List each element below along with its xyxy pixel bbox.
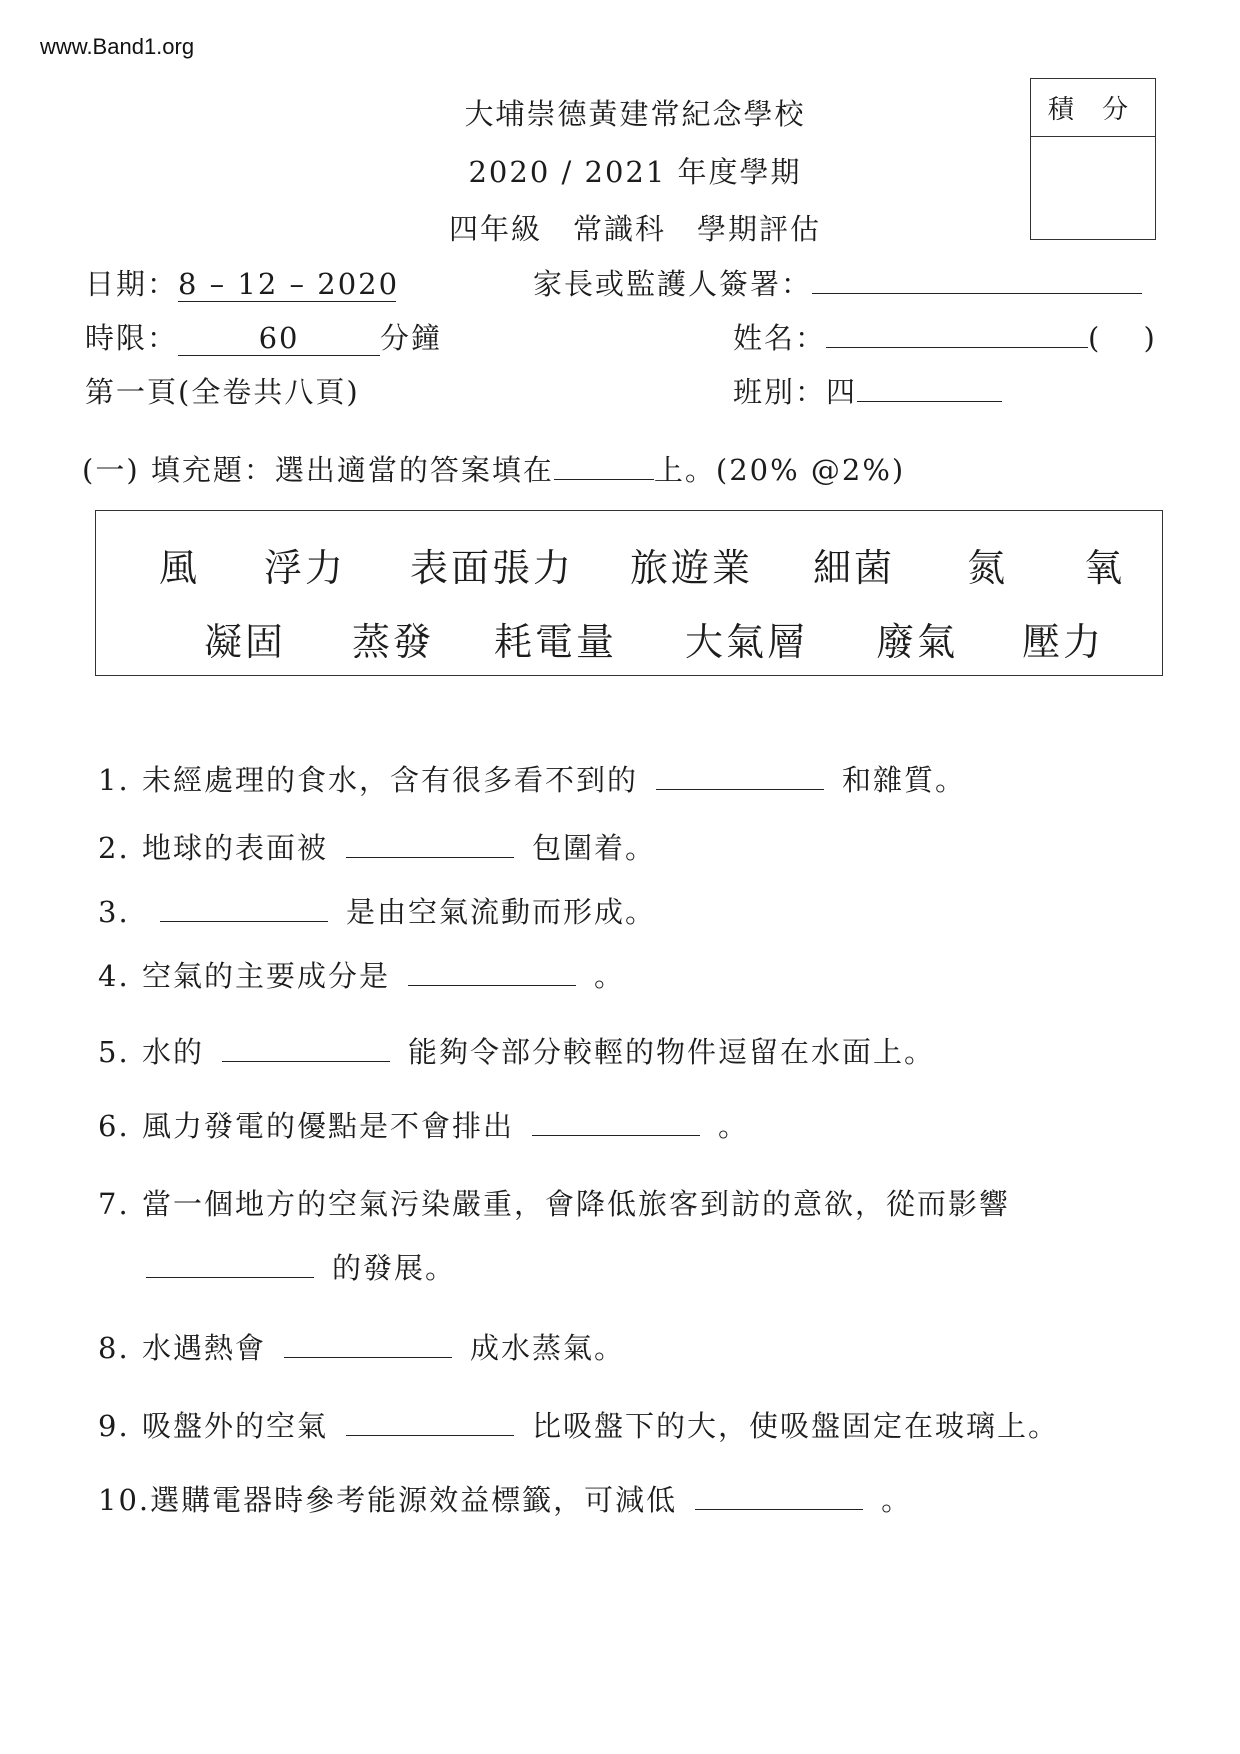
score-box — [1030, 78, 1156, 240]
question-1 — [98, 758, 966, 799]
time-label: 時限： — [85, 321, 179, 355]
question-7 — [98, 1182, 1010, 1223]
question-number: 8. — [98, 1331, 130, 1365]
question-text: 風力發電的優點是不會排出 — [142, 1109, 515, 1143]
school-name: 大埔崇德黃建常紀念學校 — [464, 97, 806, 131]
question-number: 5. — [98, 1035, 130, 1069]
question-number: 2. — [98, 831, 130, 865]
date-value: 8 – 12 – 2020 — [178, 267, 400, 301]
question-number: 4. — [98, 959, 130, 993]
section-instruction — [82, 448, 905, 489]
question-text: 包圍着。 — [532, 831, 657, 865]
time-unit: 分鐘 — [380, 321, 443, 355]
answer-blank[interactable] — [146, 1251, 314, 1278]
question-text: 。 — [594, 959, 626, 993]
signature-row — [533, 262, 1142, 303]
instruction-blank — [554, 453, 654, 480]
question-text: 能夠令部分較輕的物件逗留在水面上。 — [408, 1035, 936, 1069]
answer-blank[interactable] — [346, 831, 514, 858]
word-bank-item: 浮力 — [264, 546, 347, 590]
question-number: 10. — [98, 1483, 151, 1517]
question-text: 。 — [881, 1483, 913, 1517]
question-text: 選購電器時參考能源效益標籤，可減低 — [150, 1483, 678, 1517]
question-text: 和雜質。 — [842, 763, 967, 797]
word-bank-row-2 — [96, 611, 1162, 666]
question-text: 空氣的主要成分是 — [142, 959, 391, 993]
time-value: 60 — [178, 322, 380, 356]
question-6 — [98, 1104, 749, 1145]
question-text: 比吸盤下的大，使吸盤固定在玻璃上。 — [532, 1409, 1060, 1443]
class-field[interactable] — [857, 375, 1002, 402]
word-bank-item: 旅遊業 — [630, 546, 754, 590]
question-number: 7. — [98, 1187, 130, 1221]
question-3 — [98, 890, 656, 931]
question-number: 3. — [98, 895, 130, 929]
name-row — [733, 316, 1157, 357]
signature-label: 家長或監護人簽署： — [533, 267, 813, 301]
answer-blank[interactable] — [222, 1035, 390, 1062]
word-bank-row-1 — [96, 537, 1162, 592]
question-text: 是由空氣流動而形成。 — [346, 895, 657, 929]
class-row — [733, 370, 1002, 411]
signature-field[interactable] — [812, 267, 1142, 294]
answer-blank[interactable] — [532, 1109, 700, 1136]
word-bank-item: 氧 — [1084, 546, 1126, 590]
word-bank-item: 耗電量 — [494, 620, 618, 664]
answer-blank[interactable] — [408, 959, 576, 986]
question-text: 吸盤外的空氣 — [142, 1409, 329, 1443]
question-text: 地球的表面被 — [142, 831, 329, 865]
academic-year: 2020 / 2021 年度學期 — [468, 155, 802, 189]
instruction-score: 上。(20% @2%) — [653, 453, 906, 487]
name-field[interactable] — [826, 321, 1088, 348]
date-label: 日期： — [85, 267, 179, 301]
question-text: 的發展。 — [332, 1251, 457, 1285]
answer-blank[interactable] — [656, 763, 824, 790]
question-8 — [98, 1326, 625, 1367]
class-label: 班別： — [733, 375, 827, 409]
word-bank-item: 風 — [159, 546, 201, 590]
word-bank-item: 蒸發 — [352, 620, 435, 664]
exam-subject: 四年級 常識科 學期評估 — [448, 212, 821, 246]
word-bank-item: 壓力 — [1022, 620, 1105, 664]
score-label: 積 分 — [1031, 79, 1155, 137]
question-4 — [98, 954, 625, 995]
time-row — [85, 316, 442, 357]
instruction-text: 填充題：選出適當的答案填在 — [150, 453, 554, 487]
question-number: 1. — [98, 763, 130, 797]
question-number: 6. — [98, 1109, 130, 1143]
page-info: 第一頁(全卷共八頁) — [85, 375, 360, 409]
name-label: 姓名： — [733, 321, 827, 355]
question-number: 9. — [98, 1409, 130, 1443]
word-bank-item: 大氣層 — [685, 620, 809, 664]
question-9 — [98, 1404, 1059, 1445]
word-bank-item: 表面張力 — [410, 546, 575, 590]
question-text: 。 — [718, 1109, 750, 1143]
answer-blank[interactable] — [284, 1331, 452, 1358]
section-number: (一) — [82, 453, 140, 487]
word-bank-item: 細菌 — [813, 546, 896, 590]
word-bank-item: 凝固 — [204, 620, 287, 664]
question-2 — [98, 826, 656, 867]
word-bank-item: 氮 — [967, 546, 1009, 590]
question-text: 水的 — [142, 1035, 205, 1069]
question-5 — [98, 1030, 935, 1071]
class-value: 四 — [826, 375, 858, 409]
question-7-continued — [146, 1246, 456, 1287]
question-10 — [98, 1478, 912, 1519]
answer-blank[interactable] — [160, 895, 328, 922]
date-row — [85, 262, 400, 303]
watermark: www.Band1.org — [40, 34, 195, 59]
word-bank — [95, 510, 1163, 676]
word-bank-item: 廢氣 — [876, 620, 959, 664]
question-text: 當一個地方的空氣污染嚴重，會降低旅客到訪的意欲，從而影響 — [142, 1187, 1011, 1221]
question-text: 成水蒸氣。 — [470, 1331, 626, 1365]
class-number-field[interactable]: ( ) — [1088, 321, 1157, 355]
question-text: 未經處理的食水，含有很多看不到的 — [142, 763, 639, 797]
answer-blank[interactable] — [695, 1483, 863, 1510]
question-text: 水遇熱會 — [142, 1331, 267, 1365]
answer-blank[interactable] — [346, 1409, 514, 1436]
